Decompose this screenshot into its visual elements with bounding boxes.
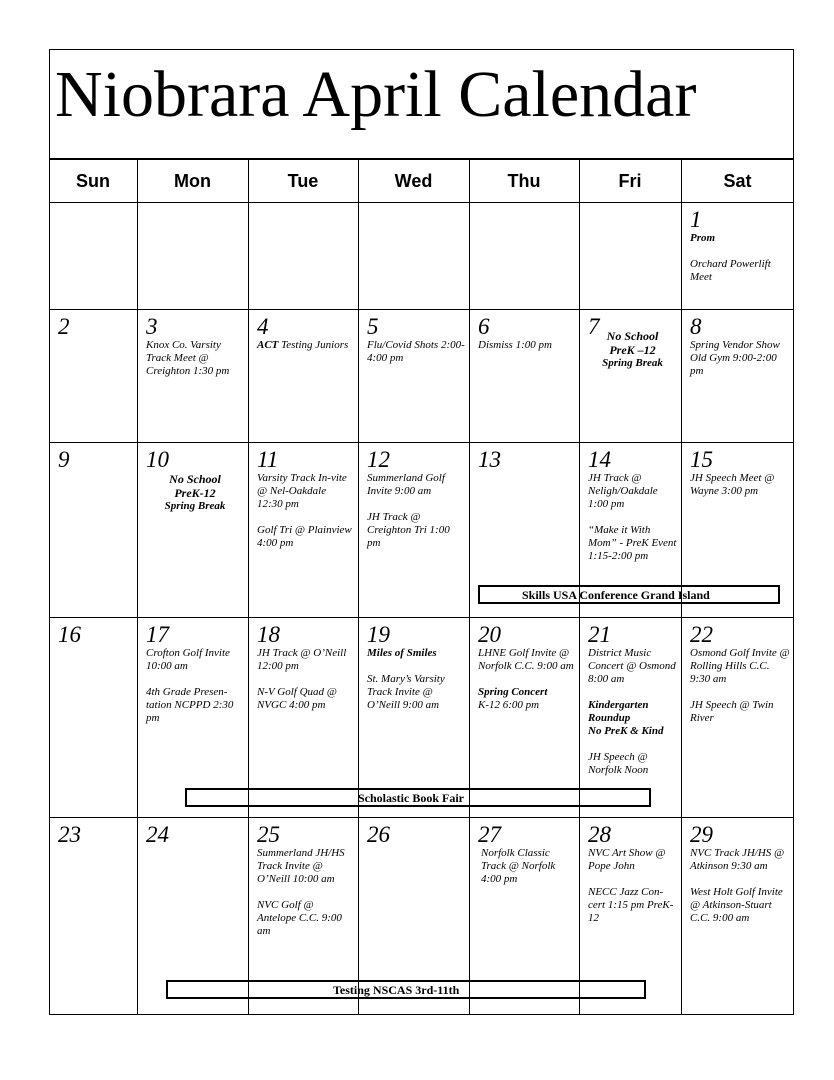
event: Miles of Smiles — [367, 647, 437, 659]
event: Golf Tri @ Plainview 4:00 pm — [257, 524, 352, 549]
day-number: 4 — [257, 314, 269, 339]
event — [257, 339, 354, 352]
event: St. Mary’s Varsity Track Invite @ O’Neill 9:00 am — [367, 673, 445, 711]
day-number: 29 — [690, 822, 713, 847]
event: Summerland JH/HS Track Invite @ O’Neill 10:00 am — [257, 847, 345, 885]
day-number: 28 — [588, 822, 611, 847]
weekday-mon: Mon — [174, 171, 211, 191]
day-number: 19 — [367, 622, 390, 647]
event: JH Track @ O’Neill 12:00 pm — [257, 647, 347, 672]
day-cell-17 — [137, 621, 248, 725]
grid-line — [469, 160, 470, 1015]
event: JH Speech @ Twin River — [690, 699, 774, 724]
grid-line — [49, 309, 794, 310]
day-cell-20 — [469, 621, 579, 712]
day-cell-28 — [579, 821, 681, 925]
day-cell-4 — [248, 313, 358, 352]
event: PreK-12 — [174, 486, 216, 500]
day-number: 18 — [257, 622, 280, 647]
day-number: 9 — [58, 447, 70, 472]
day-number: 21 — [588, 622, 611, 647]
day-cell-25 — [248, 821, 358, 938]
event: Orchard Powerlift Meet — [690, 258, 771, 283]
day-cell-2 — [49, 313, 137, 339]
grid-line — [49, 817, 794, 818]
day-number: 2 — [58, 314, 70, 339]
event: NVC Art Show @ Pope John — [588, 847, 666, 872]
grid-line — [137, 160, 138, 1015]
weekday-sun: Sun — [76, 171, 110, 191]
day-number: 11 — [257, 447, 279, 472]
event: Osmond Golf Invite @ Rolling Hills C.C. 9:30 am — [690, 647, 790, 685]
event: Prom — [690, 232, 716, 244]
day-cell-27 — [469, 821, 579, 886]
grid-line — [49, 202, 794, 203]
day-cell-11 — [248, 446, 358, 550]
event: Spring Vendor Show Old Gym 9:00-2:00 pm — [690, 339, 780, 377]
event: NVC Track JH/HS @ Atkinson 9:30 am — [690, 847, 785, 872]
event: K-12 6:00 pm — [478, 699, 540, 711]
weekday-tue: Tue — [287, 171, 319, 191]
grid-line — [49, 617, 794, 618]
day-cell-1 — [681, 206, 794, 284]
day-cell-10 — [137, 446, 248, 513]
day-number: 1 — [690, 207, 702, 232]
day-cell-9 — [49, 446, 137, 472]
day-number: 14 — [588, 447, 611, 472]
event: N-V Golf Quad @ NVGC 4:00 pm — [257, 686, 337, 711]
event-bold: ACT — [257, 339, 279, 351]
event: 4th Grade Presen-tation NCPPD 2:30 pm — [146, 686, 234, 724]
event: Spring Break — [164, 500, 226, 512]
day-number: 25 — [257, 822, 280, 847]
day-cell-24 — [137, 821, 248, 847]
banner-text: Scholastic Book Fair — [358, 791, 465, 805]
event: NECC Jazz Con-cert 1:15 pm PreK-12 — [588, 886, 674, 924]
day-number: 15 — [690, 447, 713, 472]
day-number: 3 — [146, 314, 158, 339]
day-cell-3 — [137, 313, 248, 378]
banner-text: Skills USA Conference Grand Island — [522, 588, 710, 602]
day-number: 13 — [478, 447, 501, 472]
day-cell-7 — [579, 313, 681, 370]
banner-text: Testing NSCAS 3rd-11th — [333, 983, 460, 997]
day-cell-18 — [248, 621, 358, 712]
title-text: Niobrara April Calendar — [55, 58, 697, 131]
day-number: 22 — [690, 622, 713, 647]
event: Crofton Golf Invite 10:00 am — [146, 647, 230, 672]
day-cell-29 — [681, 821, 794, 925]
day-cell-21 — [579, 621, 681, 777]
event: JH Track @ Creighton Tri 1:00 pm — [367, 511, 450, 549]
weekday-fri: Fri — [618, 171, 642, 191]
calendar-title — [49, 49, 794, 160]
event: Dismiss 1:00 pm — [478, 339, 552, 351]
day-number: 16 — [58, 622, 81, 647]
event: Knox Co. Varsity Track Meet @ Creighton 1:30 pm — [146, 339, 230, 377]
day-number: 17 — [146, 622, 169, 647]
event: LHNE Golf Invite @ Norfolk C.C. 9:00 am — [478, 647, 574, 672]
grid-line — [49, 442, 794, 443]
event: Norfolk Classic Track @ Norfolk 4:00 pm — [481, 847, 556, 885]
event: “Make it With Mom” - PreK Event 1:15-2:00 pm — [588, 524, 677, 562]
day-number: 8 — [690, 314, 702, 339]
event: Flu/Covid Shots 2:00-4:00 pm — [367, 339, 465, 364]
event: Summerland Golf Invite 9:00 am — [367, 472, 445, 497]
day-cell-5 — [358, 313, 469, 365]
day-number: 24 — [146, 822, 169, 847]
event: NVC Golf @ Antelope C.C. 9:00 am — [257, 899, 342, 937]
day-number: 26 — [367, 822, 390, 847]
day-number: 12 — [367, 447, 390, 472]
day-number: 10 — [146, 447, 169, 472]
day-number: 7 — [588, 314, 600, 339]
day-cell-13 — [469, 446, 579, 472]
day-number: 27 — [478, 822, 501, 847]
day-cell-6 — [469, 313, 579, 352]
weekday-wed: Wed — [394, 171, 433, 191]
event: West Holt Golf Invite @ Atkinson-Stuart C.C. 9:00 am — [690, 886, 783, 924]
day-cell-23 — [49, 821, 137, 847]
banner-testing — [166, 980, 646, 999]
event: No PreK & Kind — [588, 725, 664, 737]
banner-skills-usa — [478, 585, 780, 604]
weekday-sat: Sat — [723, 171, 752, 191]
day-number: 6 — [478, 314, 490, 339]
event: District Music Concert @ Osmond 8:00 am — [588, 647, 676, 685]
event: JH Speech Meet @ Wayne 3:00 pm — [690, 472, 775, 497]
event-rest: Testing Juniors — [278, 339, 349, 351]
grid-line — [358, 160, 359, 1015]
day-cell-22 — [681, 621, 794, 725]
day-cell-26 — [358, 821, 469, 847]
day-cell-15 — [681, 446, 794, 498]
event: JH Speech @ Norfolk Noon — [588, 751, 649, 776]
day-number: 20 — [478, 622, 501, 647]
event: Spring Concert — [478, 686, 548, 698]
event: Spring Break — [602, 357, 663, 369]
day-cell-8 — [681, 313, 794, 378]
day-number: 5 — [367, 314, 379, 339]
event: Varsity Track In-vite @ Nel-Oakdale 12:30 pm — [257, 472, 347, 510]
event: PreK –12 — [609, 343, 656, 357]
day-cell-14 — [579, 446, 681, 563]
day-cell-19 — [358, 621, 469, 712]
event: Kindergarten Roundup — [588, 699, 649, 724]
day-cell-16 — [49, 621, 137, 647]
banner-book-fair — [185, 788, 651, 807]
event: JH Track @ Neligh/Oakdale 1:00 pm — [588, 472, 658, 510]
event: No School — [606, 329, 659, 343]
day-cell-12 — [358, 446, 469, 550]
weekday-thu: Thu — [507, 171, 541, 191]
day-number: 23 — [58, 822, 81, 847]
event: No School — [169, 472, 221, 486]
